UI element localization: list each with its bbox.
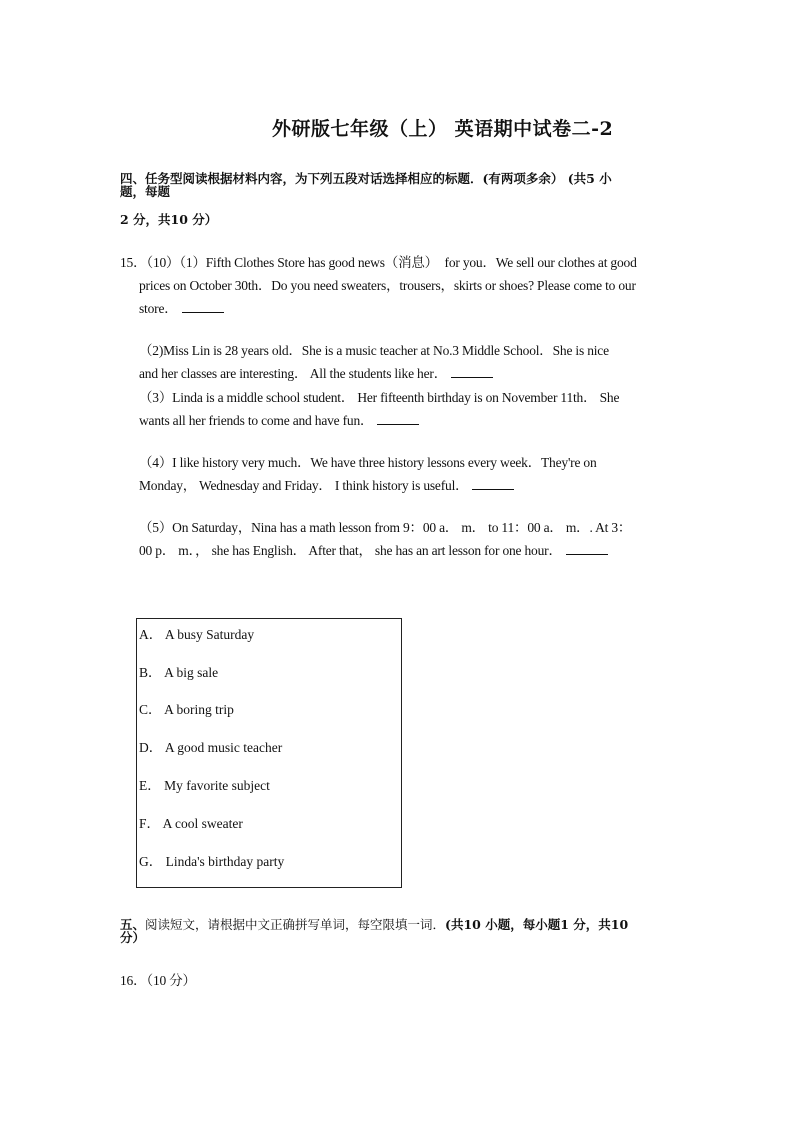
q16-label: 16．（10 分） bbox=[120, 973, 196, 988]
q15-p2-line2-wrap bbox=[139, 362, 493, 382]
answer-blank-5[interactable] bbox=[566, 544, 608, 555]
option-g: G． Linda's birthday party bbox=[139, 854, 285, 869]
option-c: C． A boring trip bbox=[139, 702, 234, 717]
q15-p3-line2: wants all her friends to come and have fun． bbox=[139, 413, 374, 428]
section-4-heading-line1: 四、任务型阅读根据材料内容，为下列五段对话选择相应的标题．(有两项多余） (共5 小 bbox=[120, 171, 612, 186]
q15-p5-line2: 00 p． m．， she has English． After that， she has an art lesson for one hour． bbox=[139, 543, 562, 558]
q15-p4-line1: （4）I like history very much．We have three history lessons every week．They're on bbox=[139, 455, 597, 470]
q15-p3-line2-wrap bbox=[139, 409, 419, 429]
q15-p1-line3: store． bbox=[139, 301, 178, 316]
option-d: D． A good music teacher bbox=[139, 740, 283, 755]
option-b: B． A big sale bbox=[139, 665, 219, 680]
section-5-scoring: (共10 小题，每小题1 分，共10 bbox=[445, 917, 629, 932]
options-box bbox=[136, 618, 402, 888]
q15-p1-line1: 15．（10）（1）Fifth Clothes Store has good news（消息） for you．We sell our clothes at good bbox=[120, 255, 637, 270]
answer-blank-3[interactable] bbox=[377, 414, 419, 425]
answer-blank-4[interactable] bbox=[472, 479, 514, 490]
section-5-prefix: 五、 bbox=[120, 917, 146, 932]
answer-blank-2[interactable] bbox=[451, 367, 493, 378]
q15-p5-line1: （5）On Saturday，Nina has a math lesson from 9：00 a． m． to 11：00 a． m．. At 3： bbox=[139, 520, 632, 535]
q15-p4-line2: Monday， Wednesday and Friday． I think history is useful． bbox=[139, 478, 469, 493]
q15-p2-line2: and her classes are interesting． All the students like her． bbox=[139, 366, 447, 381]
option-f: F． A cool sweater bbox=[139, 816, 243, 831]
q15-p1-line3-wrap bbox=[139, 297, 224, 317]
q15-p4-line2-wrap bbox=[139, 474, 514, 494]
page-title: 外研版七年级（上） 英语期中试卷二-2 bbox=[272, 118, 614, 140]
option-a: A． A busy Saturday bbox=[139, 627, 255, 642]
q15-p5-line2-wrap bbox=[139, 539, 608, 559]
section-5-heading-line1 bbox=[120, 919, 676, 931]
q15-p2-line1: （2)Miss Lin is 28 years old．She is a music teacher at No.3 Middle School．She is nice bbox=[139, 343, 609, 358]
section-4-heading-line2: 题，每题 bbox=[120, 184, 171, 199]
answer-blank-1[interactable] bbox=[182, 302, 224, 313]
section-5-heading-line2: 分） bbox=[120, 930, 146, 945]
option-e: E． My favorite subject bbox=[139, 778, 270, 793]
q15-p1-line2: prices on October 30th．Do you need sweaters，trousers，skirts or shoes? Please come to our bbox=[139, 278, 636, 293]
q15-p3-line1: （3）Linda is a middle school student． Her fifteenth birthday is on November 11th． She bbox=[139, 390, 620, 405]
section-4-heading-line3: 2 分，共10 分） bbox=[120, 212, 218, 227]
section-5-instructions: 阅读短文，请根据中文正确拼写单词，每空限填一词． bbox=[145, 917, 446, 932]
